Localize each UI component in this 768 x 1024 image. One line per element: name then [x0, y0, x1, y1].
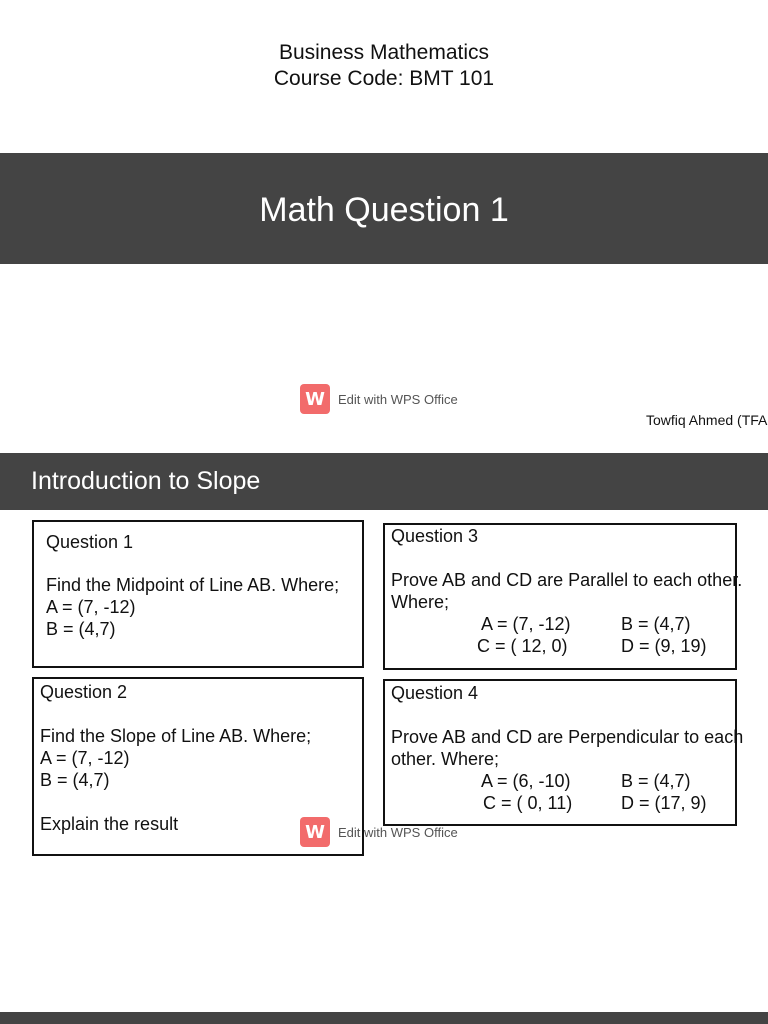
question-4-coords: [481, 770, 735, 814]
wps-watermark-2[interactable]: [300, 817, 458, 847]
question-2-point-b: B = (4,7): [40, 770, 110, 790]
question-3-box: [383, 523, 743, 670]
question-4-prompt: Prove AB and CD are Perpendicular to each other. Where;: [391, 727, 744, 769]
question-1-prompt: Find the Midpoint of Line AB. Where;: [46, 575, 340, 595]
course-code: Course Code: BMT 101: [273, 67, 495, 90]
question-4-box: [383, 679, 744, 826]
question-1-heading: Question 1: [46, 532, 134, 552]
wps-logo-icon: W: [300, 384, 330, 414]
question-4-point-a: A = (6, -10): [481, 771, 571, 791]
question-3-coords: [477, 613, 735, 657]
wps-watermark-label: Edit with WPS Office: [338, 824, 458, 840]
question-3-point-d: D = (9, 19): [621, 636, 707, 656]
question-2-extra: Explain the result: [40, 814, 179, 834]
question-3-point-b: B = (4,7): [621, 614, 691, 634]
wps-watermark-label: Edit with WPS Office: [338, 391, 458, 407]
question-4-heading: Question 4: [391, 683, 479, 703]
section-title: Introduction to Slope: [31, 467, 261, 495]
question-2-prompt: Find the Slope of Line AB. Where;: [40, 726, 312, 746]
slide-title: Math Question 1: [259, 191, 509, 229]
question-3-heading: Question 3: [391, 526, 479, 546]
question-1-point-b: B = (4,7): [46, 619, 116, 639]
question-3-point-a: A = (7, -12): [481, 614, 571, 634]
question-1-point-a: A = (7, -12): [46, 597, 136, 617]
author-name: Towfiq Ahmed (TFA: [646, 412, 768, 428]
question-4-point-d: D = (17, 9): [621, 793, 707, 813]
question-2-heading: Question 2: [40, 682, 128, 702]
wps-logo-icon: W: [300, 817, 330, 847]
course-name: Business Mathematics: [278, 41, 490, 64]
wps-watermark[interactable]: [300, 384, 458, 414]
next-slide-banner-edge: [0, 1012, 768, 1024]
question-3-point-c: C = ( 12, 0): [477, 636, 568, 656]
question-1-box: [32, 520, 364, 668]
question-4-point-c: C = ( 0, 11): [483, 793, 573, 813]
question-3-prompt: Prove AB and CD are Parallel to each other. Where;: [391, 570, 743, 612]
question-2-point-a: A = (7, -12): [40, 748, 130, 768]
question-4-point-b: B = (4,7): [621, 771, 691, 791]
